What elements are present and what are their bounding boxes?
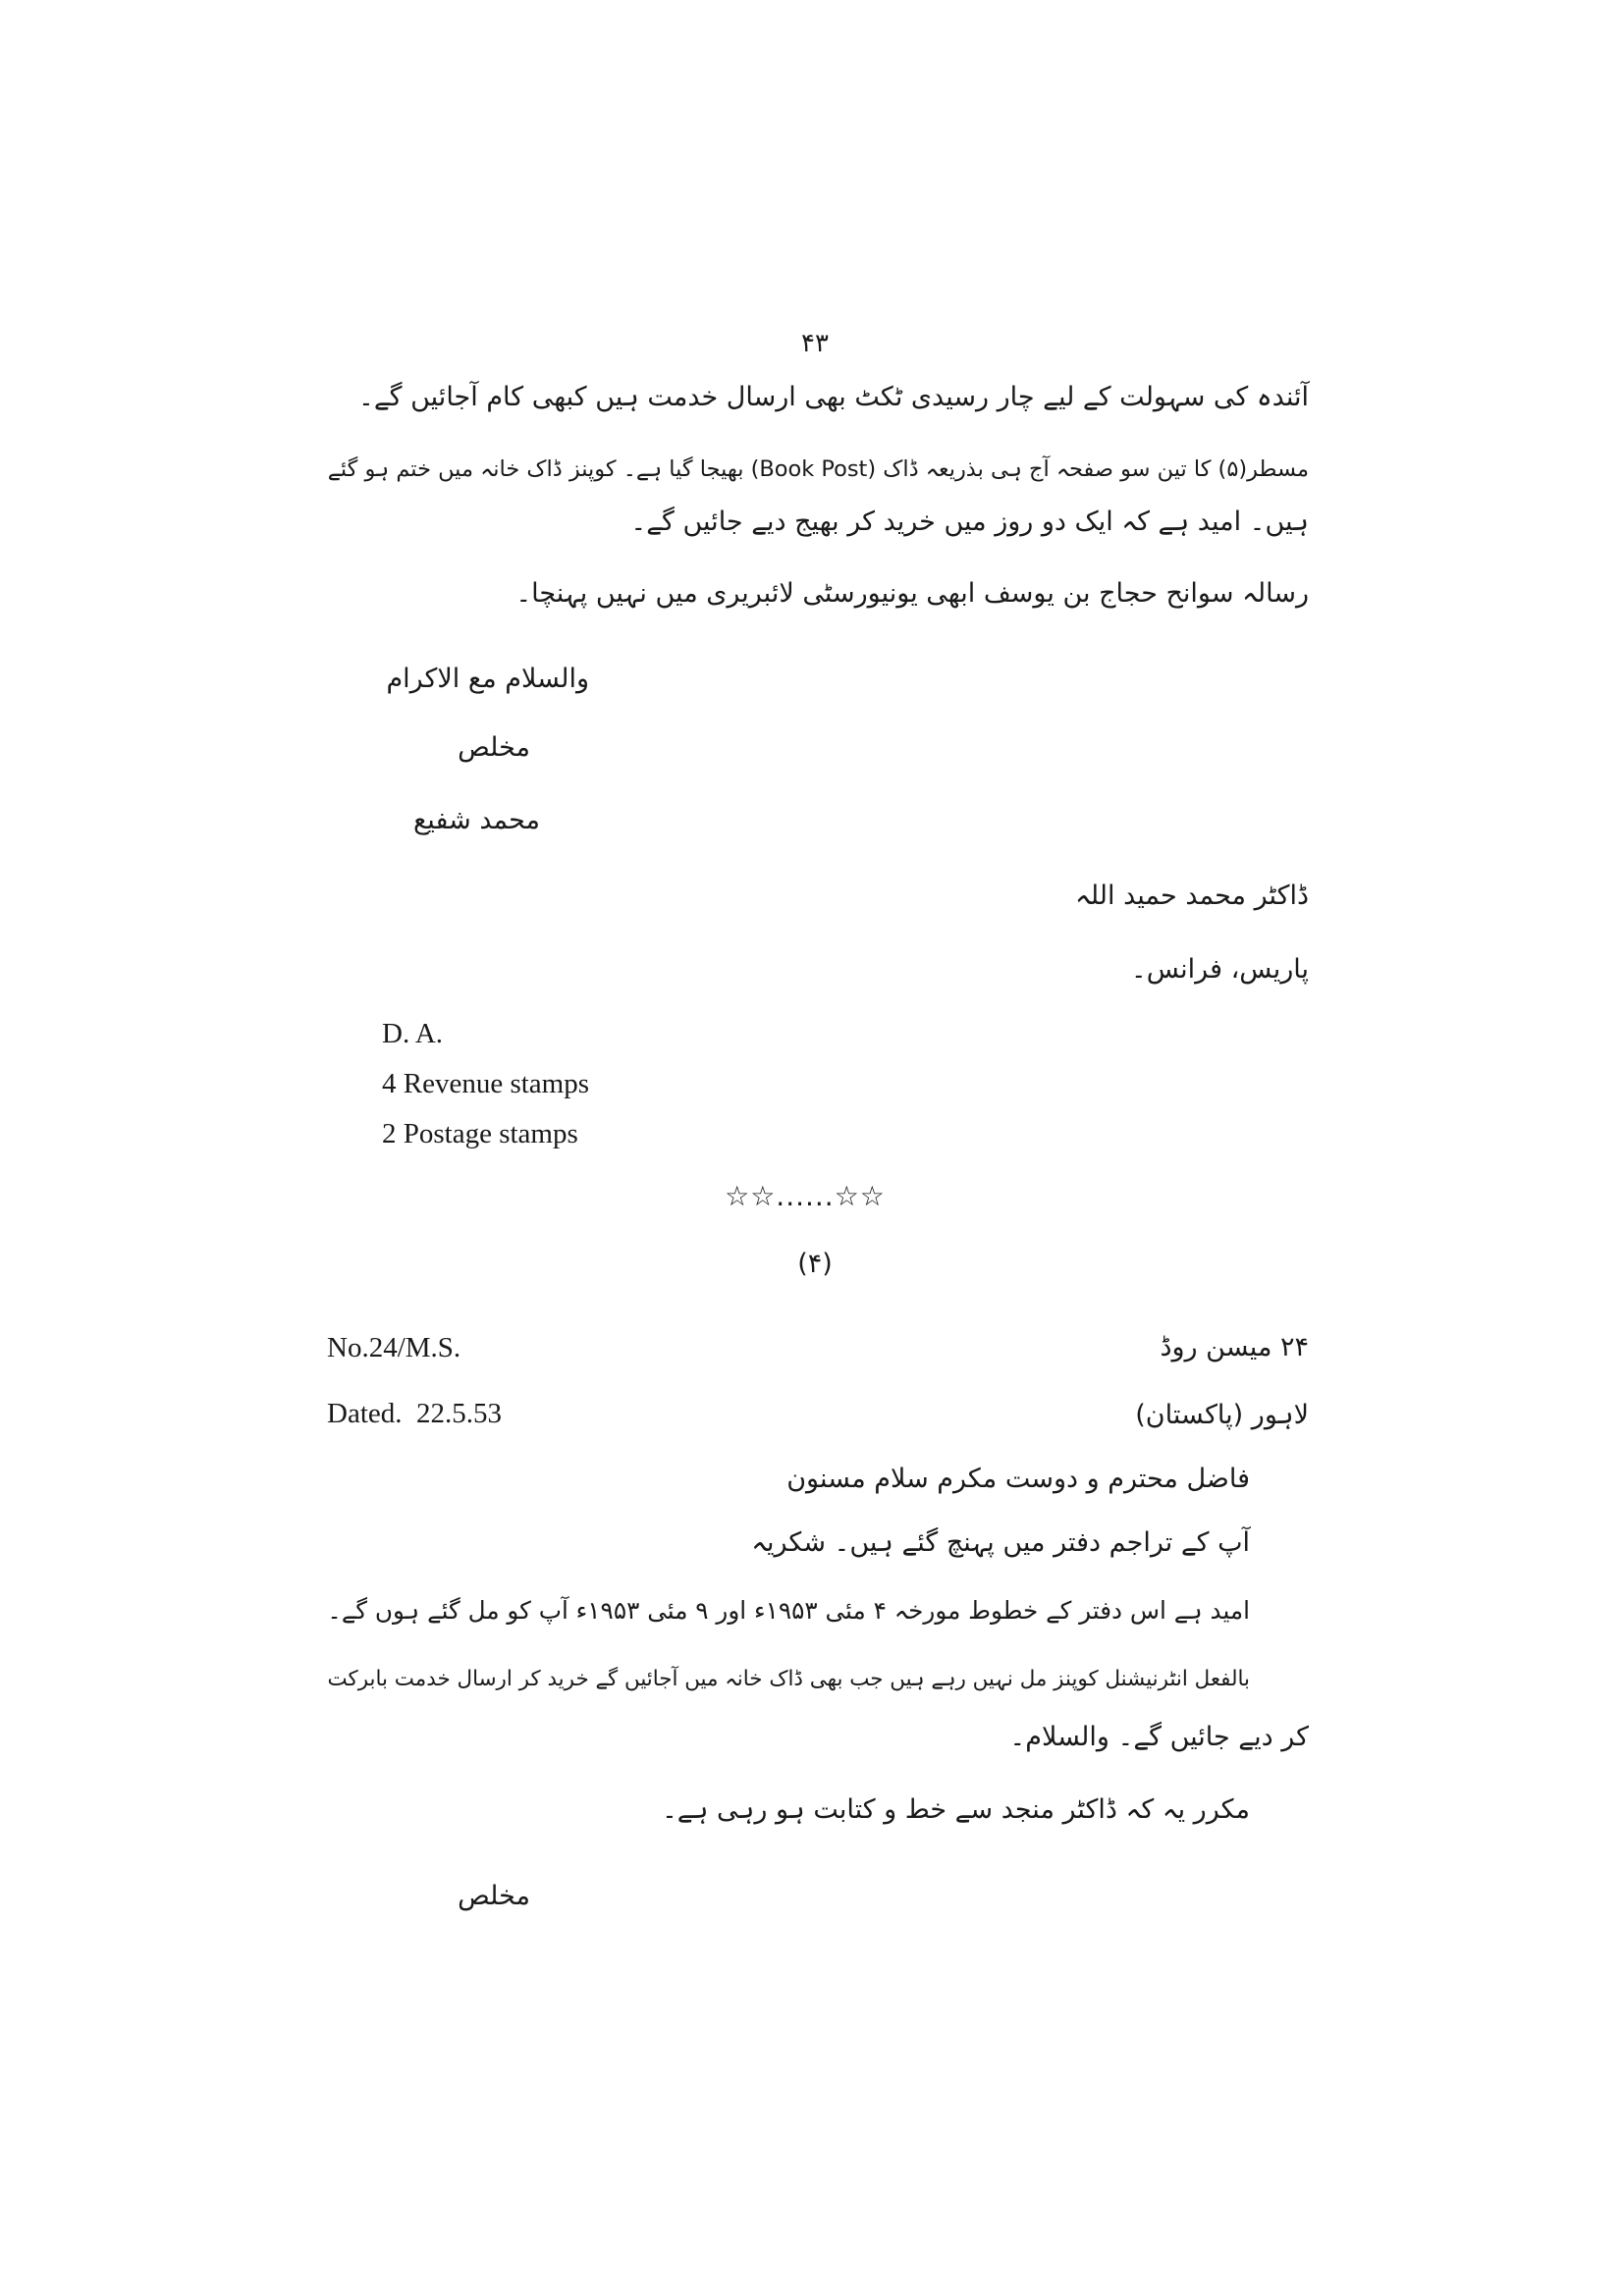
letter1-sincerely: مخلص — [458, 732, 530, 763]
letter1-addressee-place: پاریس، فرانس۔ — [1130, 954, 1309, 985]
section-separator: ☆☆......☆☆ — [725, 1180, 886, 1212]
letter2-paragraph-2: امید ہے اس دفتر کے خطوط مورخہ ۴ مئی ۱۹۵۳ء اور ۹ مئی ۱۹۵۳ء آپ کو مل گئے ہوں گے۔ — [327, 1596, 1250, 1625]
letter2-paragraph-3: بالفعل انٹرنیشنل کوپنز مل نہیں رہے ہیں جب بھی ڈاک خانہ میں آجائیں گے خرید کر ارسال خدمت بابرکت — [327, 1667, 1250, 1691]
letter1-addressee-name: ڈاکٹر محمد حمید اللہ — [1075, 881, 1309, 911]
enclosure-postage-stamps: 2 Postage stamps — [382, 1118, 578, 1149]
page-number: ۴۳ — [801, 329, 829, 358]
letter2-ref-no: No.24/M.S. — [327, 1332, 461, 1363]
letter1-paragraph-3: ہیں۔ امید ہے کہ ایک دو روز میں خرید کر بھیج دیے جائیں گے۔ — [630, 507, 1309, 537]
letter2-paragraph-1: آپ کے تراجم دفتر میں پہنچ گئے ہیں۔ شکریہ — [751, 1527, 1250, 1558]
letter2-address-line-2: لاہور (پاکستان) — [1135, 1400, 1309, 1430]
enclosure-revenue-stamps: 4 Revenue stamps — [382, 1068, 590, 1099]
letter1-signature: محمد شفیع — [412, 805, 540, 835]
letter1-paragraph-1: آئندہ کی سہولت کے لیے چار رسیدی ٹکٹ بھی ارسال خدمت ہیں کبھی کام آجائیں گے۔ — [358, 382, 1309, 412]
letter2-number: (۴) — [797, 1249, 833, 1279]
letter2-salutation: فاضل محترم و دوست مکرم سلام مسنون — [786, 1464, 1250, 1494]
letter1-paragraph-4: رسالہ سوانح حجاج بن یوسف ابھی یونیورسٹی لائبریری میں نہیں پہنچا۔ — [515, 578, 1309, 609]
enclosure-da: D. A. — [382, 1018, 444, 1049]
letter1-closing: والسلام مع الاکرام — [386, 664, 589, 694]
letter2-address-line-1: ۲۴ میسن روڈ — [1160, 1332, 1309, 1362]
letter1-paragraph-2: مسطر(۵) کا تین سو صفحہ آج ہی بذریعہ ڈاک (Book Post) بھیجا گیا ہے۔ کوپنز ڈاک خانہ میں ختم ہو گئے — [327, 456, 1309, 482]
letter2-sincerely: مخلص — [458, 1881, 530, 1911]
letter2-date: Dated. 22.5.53 — [327, 1398, 502, 1429]
letter2-paragraph-5: مکرر یہ کہ ڈاکٹر منجد سے خط و کتابت ہو رہی ہے۔ — [661, 1794, 1250, 1825]
letter2-paragraph-4: کر دیے جائیں گے۔ والسلام۔ — [1009, 1722, 1309, 1752]
